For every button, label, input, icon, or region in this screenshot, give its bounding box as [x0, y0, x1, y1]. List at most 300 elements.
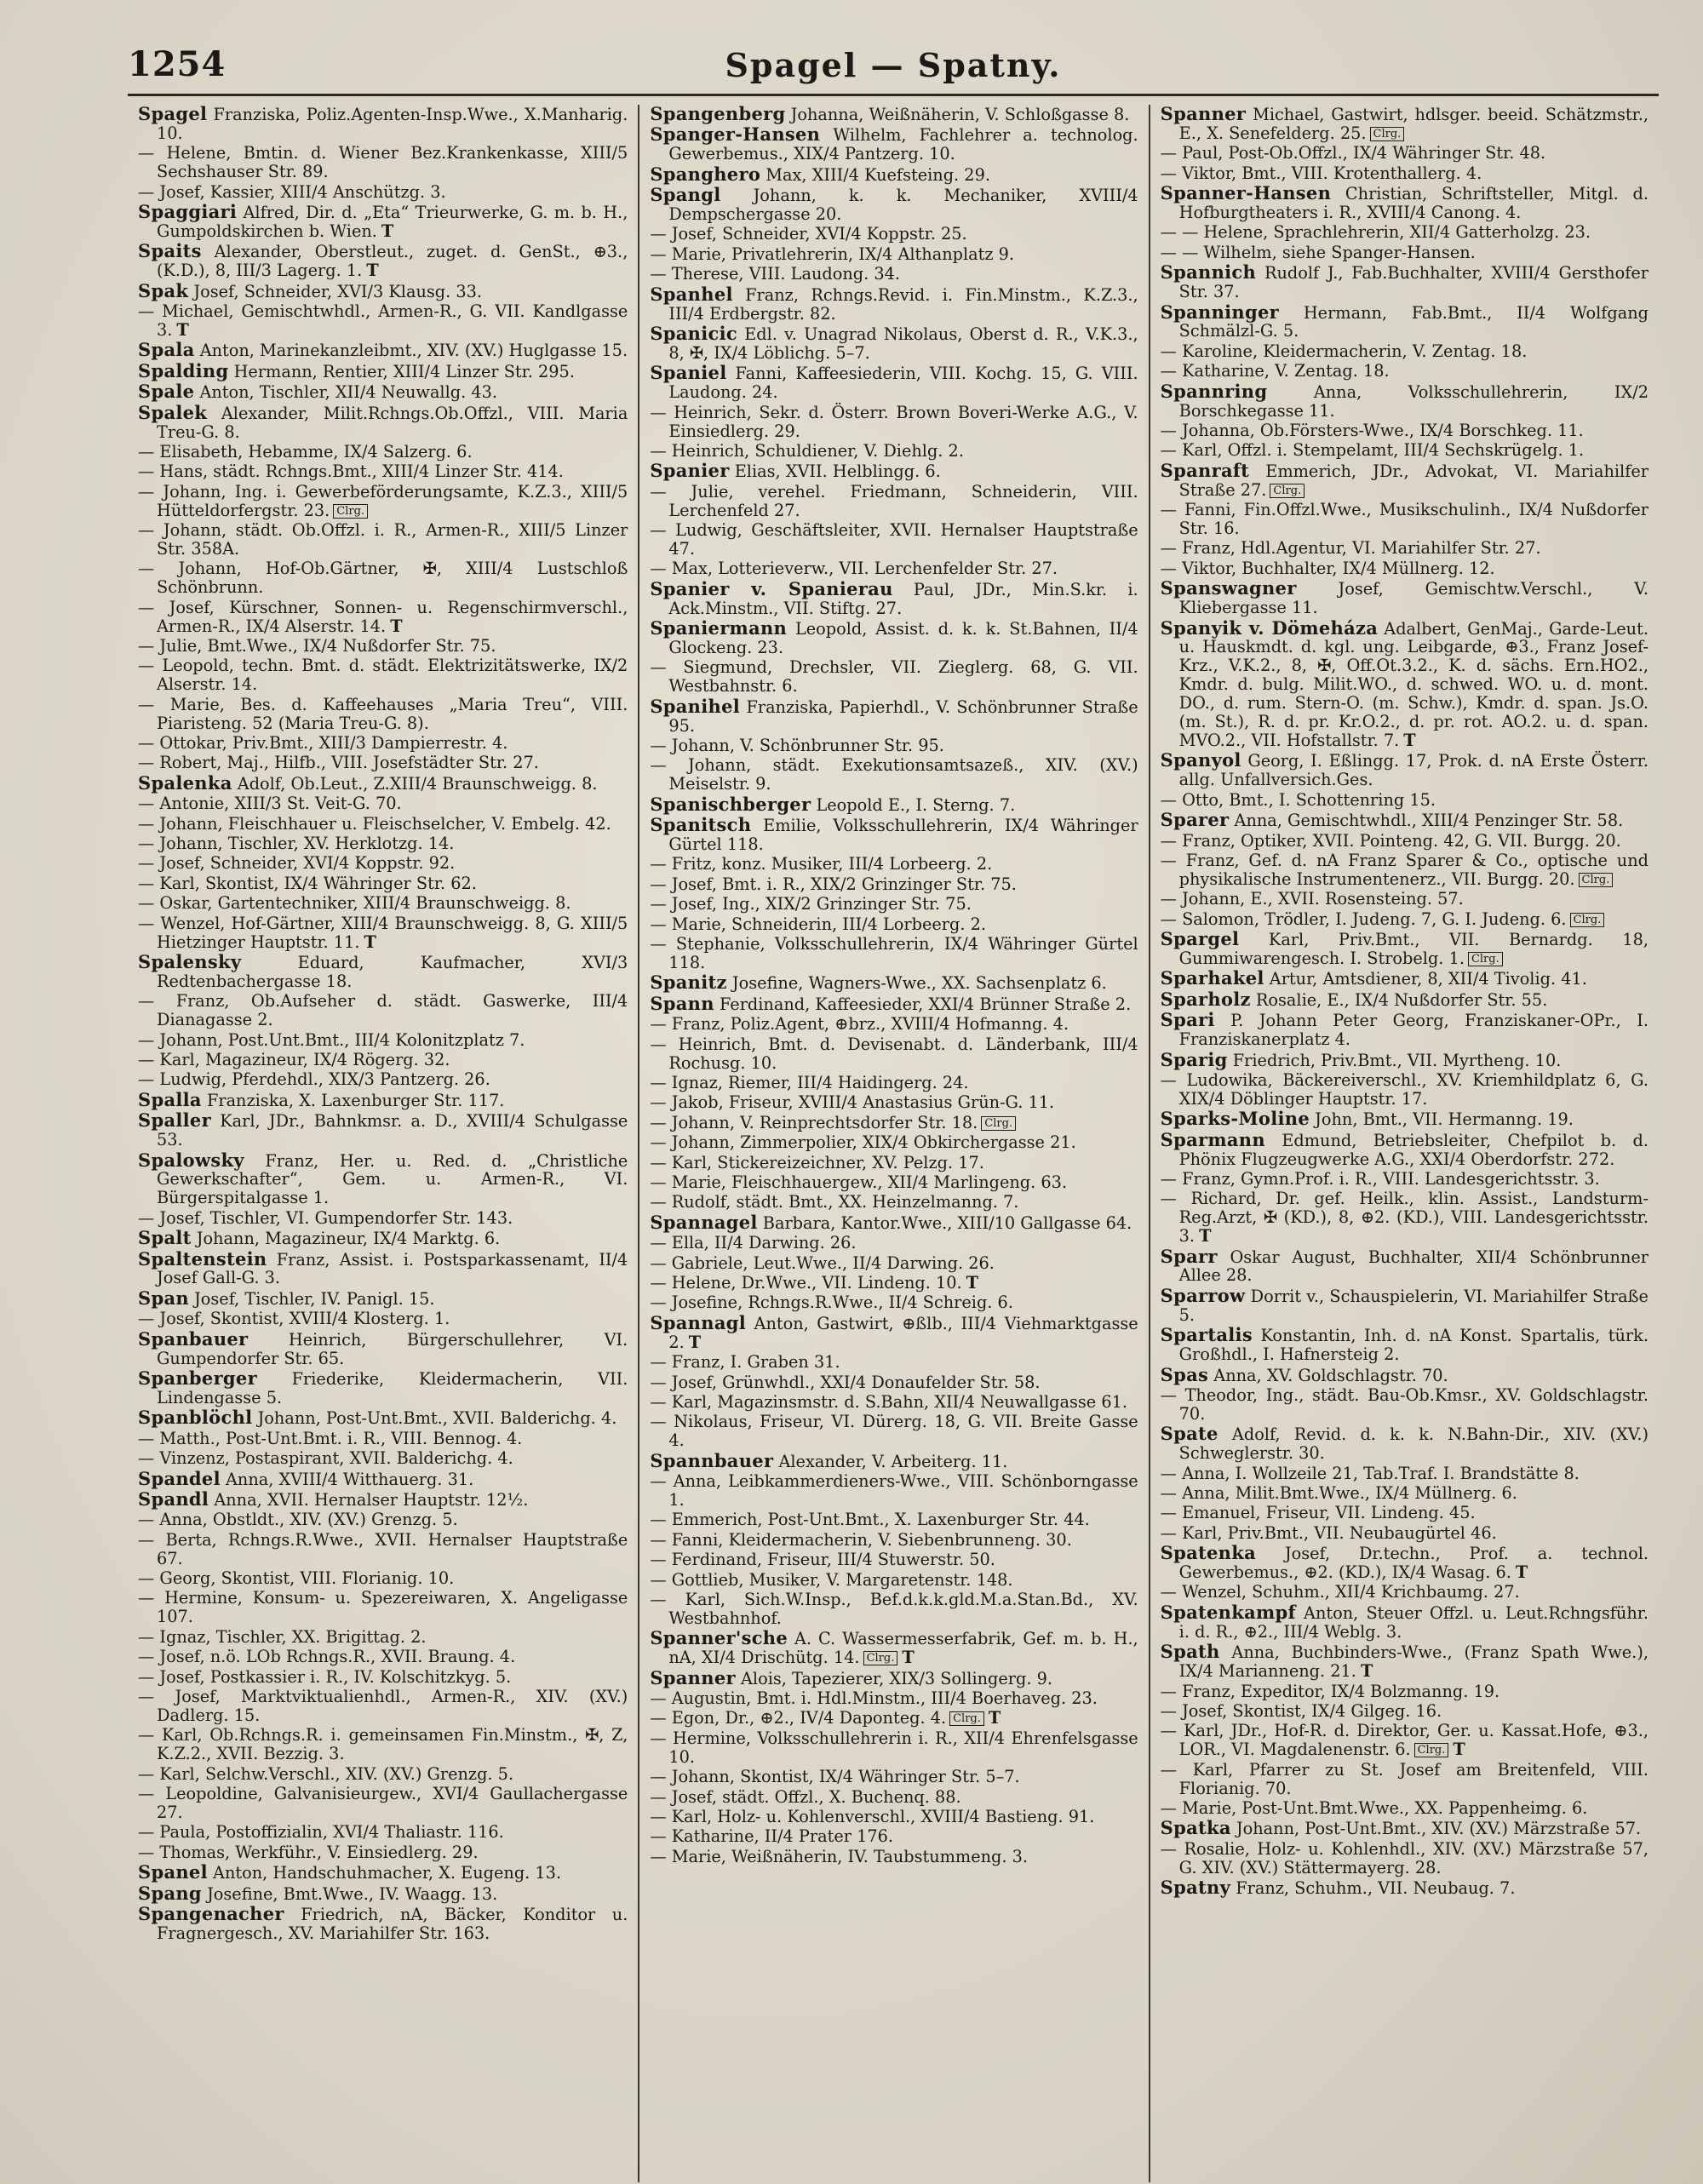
entry-name: Spaggiari — [138, 201, 238, 223]
entry-text: — Anna, I. Wollzeile 21, Tab.Traf. I. Brandstätte 8. — [1160, 1463, 1580, 1483]
directory-entry — [138, 462, 628, 481]
entry-text: — Josef, Skontist, IX/4 Gilgeg. 16. — [1160, 1700, 1442, 1721]
telephone-mark: T — [366, 261, 379, 281]
directory-entry — [650, 795, 1138, 815]
entry-text: — Marie, Schneiderin, III/4 Lorbeerg. 2. — [650, 914, 987, 934]
entry-text: — Gabriele, Leut.Wwe., II/4 Darwing. 26. — [650, 1253, 995, 1273]
entry-text: Johann, Post-Unt.Bmt., XIV. (XV.) Märzstraße 57. — [1236, 1819, 1642, 1839]
entry-text: — Egon, Dr., ⊕2., IV/4 Daponteg. 4. — [650, 1708, 947, 1728]
directory-entry — [650, 935, 1138, 972]
entry-name: Span — [138, 1287, 189, 1309]
directory-entry — [650, 1015, 1138, 1034]
entry-text: — Karl, Sich.W.Insp., Bef.d.k.k.gld.M.a.Stan.Bd., XV. Westbahnhof. — [650, 1589, 1138, 1628]
entry-text: — Anna, Obstldt., XIV. (XV.) Grenzg. 5. — [138, 1510, 458, 1530]
telephone-mark: T — [1453, 1740, 1465, 1760]
directory-entry — [138, 279, 628, 301]
entry-text: — Josef, städt. Offzl., X. Buchenq. 88. — [650, 1786, 961, 1807]
entry-text: — Berta, Rchngs.R.Wwe., XVII. Hernalser Hauptstraße 67. — [138, 1529, 628, 1568]
entry-name: Spanicic — [650, 322, 737, 344]
directory-entry — [1161, 441, 1649, 460]
directory-entry — [138, 794, 628, 813]
directory-entry — [650, 577, 1138, 618]
entry-name: Sparig — [1160, 1048, 1228, 1070]
entry-text: Anna, Volksschullehrerin, IX/2 Borschkegasse 11. — [1178, 381, 1649, 421]
directory-entry — [138, 105, 628, 143]
directory-entry — [1161, 579, 1649, 617]
directory-entry — [650, 1689, 1138, 1708]
page-title: Spagel — Spatny. — [725, 46, 1062, 84]
entry-name: Sparks-Moline — [1160, 1108, 1310, 1130]
directory-entry — [138, 1569, 628, 1588]
entry-text: Paul, JDr., Min.S.kr. i. Ack.Minstm., VII. Stiftg. 27. — [668, 579, 1138, 618]
entry-text: — Karl, Holz- u. Kohlenverschl., XVIII/4 Bastieng. 91. — [650, 1806, 1095, 1826]
directory-entry — [138, 1785, 628, 1822]
entry-name: Spanyol — [1160, 749, 1241, 771]
entry-text: Alexander, V. Arbeiterg. 11. — [778, 1451, 1008, 1471]
entry-name: Spale — [138, 381, 195, 403]
entry-text: — Otto, Bmt., I. Schottenring 15. — [1160, 789, 1436, 810]
telephone-mark: T — [1515, 1562, 1528, 1583]
directory-entry — [650, 737, 1138, 755]
entry-text: Johanna, Weißnäherin, V. Schloßgasse 8. — [790, 105, 1130, 124]
entry-text: Dorrit v., Schauspielerin, VI. Mariahilfer Straße 5. — [1178, 1286, 1649, 1325]
entry-text: — Oskar, Gartentechniker, XIII/4 Braunschweigg. 8. — [138, 893, 571, 914]
entry-name: Spang — [138, 1882, 202, 1904]
directory-entry — [1161, 1504, 1649, 1522]
entry-text: — Franz, Poliz.Agent, ⊕brz., XVIII/4 Hofmanng. 4. — [650, 1014, 1069, 1035]
entry-text: — Josef, Grünwhdl., XXI/4 Donaufelder Str. 58. — [650, 1372, 1041, 1392]
directory-entry — [650, 1234, 1138, 1253]
entry-text: Fanni, Kaffeesiederin, VIII. Kochg. 15, G. VIII. Laudong. 24. — [668, 364, 1138, 403]
directory-entry — [1161, 1071, 1649, 1109]
directory-entry — [650, 442, 1138, 461]
directory-entry — [138, 696, 628, 733]
directory-entry — [650, 1393, 1138, 1412]
entry-text: Georg, I. Eßlingg. 17, Prok. d. nA Erste Österr. allg. Unfallversich.Ges. — [1178, 751, 1649, 790]
directory-entry — [650, 875, 1138, 894]
directory-entry — [138, 302, 628, 340]
entry-text: — Johann, Tischler, XV. Herklotzg. 14. — [138, 834, 455, 854]
entry-text: — Emanuel, Friseur, VII. Lindeng. 45. — [1160, 1503, 1476, 1523]
entry-name: Spatny — [1160, 1877, 1231, 1899]
directory-entry — [1161, 1878, 1649, 1898]
directory-entry — [138, 950, 628, 991]
directory-entry — [1160, 616, 1649, 750]
entry-text: — Johann, Zimmerpolier, XIX/4 Obkirchergasse 21. — [650, 1132, 1076, 1153]
entry-text: Johann, Post-Unt.Bmt., XVII. Balderichg. 4. — [257, 1408, 617, 1429]
directory-entry — [1161, 1386, 1649, 1424]
entry-text: — Johann, Post.Unt.Bmt., III/4 Kolonitzplatz 7. — [138, 1029, 525, 1050]
entry-text: — Johann, Hof-Ob.Gärtner, ✠, XIII/4 Lustschloß Schönbrunn. — [138, 559, 628, 598]
entry-name: Spanner-Hansen — [1160, 182, 1332, 204]
entry-text: Karl, Priv.Bmt., VII. Bernardg. 18, Gummiwarengesch. I. Strobelg. 1. — [1178, 930, 1649, 968]
telephone-mark: T — [390, 616, 403, 636]
telephone-mark: T — [688, 1332, 702, 1352]
telephone-mark: T — [1360, 1661, 1373, 1682]
entry-name: Spaits — [138, 240, 202, 262]
entry-text: — Vinzenz, Postaspirant, XVII. Balderichg. 4. — [138, 1448, 513, 1469]
directory-entry — [1160, 1363, 1649, 1385]
entry-text: Artur, Amtsdiener, 8, XII/4 Tivolig. 41. — [1269, 969, 1587, 989]
directory-entry — [1161, 1011, 1649, 1049]
entry-name: Spandel — [138, 1467, 221, 1489]
directory-entry — [650, 1510, 1138, 1529]
entry-text: — Josef, Schneider, XVI/4 Koppstr. 25. — [650, 224, 967, 244]
entry-text: — Nikolaus, Friseur, VI. Dürerg. 18, G. VII. Breite Gasse 4. — [650, 1412, 1138, 1451]
entry-name: Spanitsch — [650, 814, 752, 836]
entry-text: — Karl, Pfarrer zu St. Josef am Breitenfeld, VIII. Florianig. 70. — [1160, 1759, 1649, 1798]
entry-text: Hermann, Fab.Bmt., II/4 Wolfgang Schmälzl-G. 5. — [1178, 302, 1649, 341]
entry-text: — Ludowika, Bäckereiverschl., XV. Kriemhildplatz 6, G. XIX/4 Döblinger Hauptstr. 17. — [1160, 1069, 1649, 1109]
entry-text: Anna, Buchbinders-Wwe., (Franz Spath Wwe.), IX/4 Marianneng. 21. — [1178, 1642, 1649, 1682]
entry-name: Spanner — [650, 1666, 736, 1688]
directory-entry — [138, 1884, 628, 1904]
directory-entry — [138, 359, 628, 381]
directory-entry — [138, 771, 628, 794]
directory-entry — [138, 1490, 628, 1510]
entry-text: — Karl, Selchw.Verschl., XIV. (XV.) Grenzg. 5. — [138, 1763, 514, 1784]
entry-text: — Hermine, Volksschullehrerin i. R., XII/4 Ehrenfelsgasse 10. — [650, 1728, 1138, 1767]
entry-text: — Gottlieb, Musiker, V. Margaretenstr. 148. — [650, 1569, 1013, 1590]
directory-entry — [138, 1510, 628, 1529]
entry-text: — Josef, Bmt. i. R., XIX/2 Grinzinger Str. 75. — [650, 874, 1017, 894]
entry-text: — Anna, Leibkammerdieners-Wwe., VIII. Schönborngasse 1. — [650, 1471, 1138, 1510]
entry-text: — Johann, Ing. i. Gewerbeförderungsamte, K.Z.3., XIII/5 Hütteldorfergstr. 23. — [138, 481, 628, 520]
entry-text: — Karl, Ob.Rchngs.R. i. gemeinsamen Fin.Minstm., ✠, Z, K.Z.2., XVII. Bezzig. 3. — [138, 1725, 628, 1764]
column-2 — [638, 105, 1148, 2182]
entry-text: Leopold E., I. Sterng. 7. — [816, 794, 1016, 815]
entry-text: Edmund, Betriebsleiter, Chefpilot b. d. Phönix Flugzeugwerke A.G., XXI/4 Oberdorfstr. 272. — [1178, 1130, 1649, 1169]
entry-name: Spanghero — [650, 163, 761, 185]
entry-text: — Heinrich, Schuldiener, V. Diehlg. 2. — [650, 440, 964, 461]
directory-entry — [650, 165, 1138, 185]
directory-entry — [1161, 421, 1649, 440]
entry-name: Spatka — [1160, 1817, 1231, 1839]
entry-text: — Hermine, Konsum- u. Spezereiwaren, X. Angeligasse 107. — [138, 1588, 628, 1627]
entry-text: — Josef, Marktviktualienhdl., Armen-R., XIV. (XV.) Dadlerg. 15. — [138, 1687, 628, 1725]
directory-entry — [650, 483, 1138, 520]
directory-entry — [1160, 1048, 1649, 1070]
telephone-mark: T — [381, 221, 394, 241]
directory-entry — [650, 1709, 1138, 1728]
directory-entry — [650, 1093, 1138, 1112]
directory-entry — [1161, 303, 1649, 341]
entry-text: — — Helene, Sprachlehrerin, XII/4 Gatterholzg. 23. — [1160, 222, 1591, 243]
entry-name: Spalek — [138, 401, 208, 423]
entry-name: Sparer — [1160, 809, 1230, 831]
entry-name: Spanbauer — [138, 1327, 249, 1350]
directory-entry — [1161, 890, 1649, 909]
entry-text: Ferdinand, Kaffeesieder, XXI/4 Brünner Straße 2. — [719, 994, 1132, 1014]
directory-entry — [650, 1293, 1138, 1312]
entry-name: Spannring — [1160, 380, 1268, 402]
directory-entry — [1161, 969, 1649, 989]
entry-text: — Leopold, techn. Bmt. d. städt. Elektrizitätswerke, IX/2 Alserstr. 14. — [138, 656, 628, 695]
entry-text: — Ferdinand, Friseur, III/4 Stuwerstr. 50. — [650, 1550, 995, 1570]
entry-text: — Heinrich, Sekr. d. Österr. Brown Boveri-Werke A.G., V. Einsiedlerg. 29. — [650, 402, 1138, 441]
column-1 — [128, 105, 638, 2182]
entry-name: Spanitz — [650, 972, 727, 994]
clearing-badge: Clrg. — [1370, 127, 1405, 141]
entry-name: Spath — [1160, 1641, 1220, 1663]
entry-name: Spanier v. Spanierau — [650, 577, 893, 599]
entry-text: — Fritz, konz. Musiker, III/4 Lorbeerg. 2. — [650, 854, 993, 874]
entry-text: — Rudolf, städt. Bmt., XX. Heinzelmanng. 7. — [650, 1192, 1019, 1212]
entry-text: — Jakob, Friseur, XVIII/4 Anastasius Grün-G. 11. — [650, 1092, 1055, 1113]
directory-entry — [138, 854, 628, 873]
entry-text: Hermann, Rentier, XIII/4 Linzer Str. 295. — [233, 361, 575, 381]
directory-entry — [650, 1133, 1138, 1152]
directory-entry — [138, 521, 628, 559]
directory-entry — [650, 1808, 1138, 1826]
entry-text: Johann, Magazineur, IX/4 Marktg. 6. — [196, 1229, 501, 1249]
directory-entry — [138, 1031, 628, 1050]
entry-text: Anton, Handschuhmacher, X. Eugeng. 13. — [213, 1863, 562, 1883]
directory-entry — [138, 1070, 628, 1089]
entry-text: — Johann, Skontist, IX/4 Währinger Str. 5–7. — [650, 1767, 1020, 1787]
entry-text: — Wenzel, Hof-Gärtner, XIII/4 Braunschweigg. 8, G. XIII/5 Hietzinger Hauptstr. 11. — [138, 913, 628, 952]
entry-name: Spargel — [1160, 928, 1240, 950]
directory-entry — [1161, 851, 1649, 889]
directory-entry — [650, 225, 1138, 244]
entry-text: — Julie, Bmt.Wwe., IX/4 Nußdorfer Str. 75. — [138, 635, 496, 656]
directory-entry — [1161, 223, 1649, 242]
entry-text: — Ludwig, Pferdehdl., XIX/3 Pantzerg. 26. — [138, 1069, 490, 1090]
directory-entry — [650, 1551, 1138, 1569]
entry-text: Josefine, Bmt.Wwe., IV. Waagg. 13. — [207, 1883, 498, 1904]
entry-text: Alexander, Milit.Rchngs.Ob.Offzl., VIII. Maria Treu-G. 8. — [157, 403, 628, 442]
entry-text: Josef, Schneider, XVI/3 Klausg. 33. — [193, 281, 483, 301]
telephone-mark: T — [176, 319, 189, 340]
entry-text: Anton, Tischler, XII/4 Neuwallg. 43. — [199, 382, 498, 403]
directory-entry — [138, 1111, 628, 1149]
clearing-badge: Clrg. — [949, 1711, 984, 1726]
entry-text: — Helene, Dr.Wwe., VII. Lindeng. 10. — [650, 1272, 962, 1293]
entry-text: — Karl, Priv.Bmt., VII. Neubaugürtel 46. — [1160, 1522, 1497, 1543]
directory-entry — [1161, 910, 1649, 929]
directory-entry — [1161, 990, 1649, 1010]
column-3 — [1149, 105, 1659, 2182]
entry-text: — Marie, Weißnäherin, IV. Taubstummeng. 3. — [650, 1846, 1029, 1866]
directory-entry — [1161, 1247, 1649, 1286]
entry-text: Heinrich, Bürgerschullehrer, VI. Gumpendorfer Str. 65. — [157, 1329, 628, 1368]
entry-text: — Anna, Milit.Bmt.Wwe., IX/4 Müllnerg. 6. — [1160, 1482, 1517, 1503]
directory-entry — [650, 285, 1138, 324]
entry-name: Spanel — [138, 1861, 208, 1883]
directory-entry — [1160, 1128, 1649, 1169]
directory-entry — [650, 1373, 1138, 1392]
directory-entry — [138, 992, 628, 1029]
entry-name: Spatenka — [1160, 1542, 1256, 1564]
directory-entry — [138, 656, 628, 694]
directory-entry — [650, 186, 1138, 224]
entry-text: — Fanni, Fin.Offzl.Wwe., Musikschulinh., IX/4 Nußdorfer Str. 16. — [1160, 500, 1649, 539]
directory-entry — [138, 874, 628, 893]
directory-entry — [138, 754, 628, 772]
directory-entry — [138, 1765, 628, 1784]
entry-text: — Therese, VIII. Laudong. 34. — [650, 264, 900, 284]
entry-text: Konstantin, Inh. d. nA Konst. Spartalis, türk. Großhdl., I. Hafnersteig 2. — [1178, 1326, 1649, 1365]
entry-text: — Paula, Postoffizialin, XVI/4 Thaliastr. 116. — [138, 1822, 504, 1843]
entry-name: Spannagl — [650, 1311, 746, 1333]
entry-name: Spann — [650, 992, 714, 1014]
entry-text: P. Johann Peter Georg, Franziskaner-OPr., I. Franziskanerplatz 4. — [1178, 1011, 1649, 1050]
entry-text: — Marie, Privatlehrerin, IX/4 Althanplatz 9. — [650, 244, 1015, 264]
directory-entry — [1161, 1603, 1649, 1642]
entry-name: Sparrow — [1160, 1284, 1246, 1306]
entry-text: Max, XIII/4 Kuefsteing. 29. — [765, 164, 990, 185]
entry-text: Edl. v. Unagrad Nikolaus, Oberst d. R., V.K.3., 8, ✠, IX/4 Löblichg. 5–7. — [668, 324, 1138, 363]
entry-text: Adalbert, GenMaj., Garde-Leut. u. Hauskmdt. d. kgl. ung. Leibgarde, ⊕3., Franz Josef-Krz., V.K.2., 8, ✠, Off.Ot.3.2., K. d. sächs. Ern.HO2., Kmdr. d. bulg. Milit.WO., d. schwed. WO. u. d. mont. DO., d. rum. Stern-O. (m. Schw.), Kmdr. d. span. Js.O. (m. St.), R. d. pr. Kr.O.2., d. pr. rot. AO.2. u. d. span. MVO.2., VII. Hofstallstr. 7. — [1178, 618, 1649, 750]
entry-name: Spalt — [138, 1227, 192, 1249]
clearing-badge: Clrg. — [1414, 1743, 1449, 1757]
entry-name: Sparr — [1160, 1245, 1218, 1267]
entry-name: Spanner'sche — [650, 1627, 788, 1649]
entry-text: — Thomas, Werkführ., V. Einsiedlerg. 29. — [138, 1842, 479, 1862]
directory-entry — [1161, 1524, 1649, 1543]
entry-text: — Fanni, Kleidermacherin, V. Siebenbrunneng. 30. — [650, 1529, 1072, 1550]
entry-name: Spanberger — [138, 1367, 257, 1389]
entry-text: — Siegmund, Drechsler, VII. Zieglerg. 68, G. VII. Westbahnstr. 6. — [650, 657, 1138, 696]
entry-text: — Josef, Kürschner, Sonnen- u. Regenschirmverschl., Armen-R., IX/4 Alserstr. 14. — [138, 597, 628, 636]
entry-text: — Karoline, Kleidermacherin, V. Zentag. 18. — [1160, 341, 1528, 361]
entry-text: — Marie, Post-Unt.Bmt.Wwe., XX. Pappenheimg. 6. — [1160, 1797, 1588, 1818]
directory-entry — [138, 1247, 628, 1288]
entry-text: — Augustin, Bmt. i. Hdl.Minstm., III/4 Boerhaveg. 23. — [650, 1688, 1098, 1708]
entry-text: Josef, Dr.techn., Prof. a. technol. Gewerbemus., ⊕2. (KD.), IX/4 Wasag. 6. — [1178, 1544, 1649, 1583]
entry-text: — Hans, städt. Rchngs.Bmt., XIII/4 Linzer Str. 414. — [138, 461, 564, 482]
entry-text: John, Bmt., VII. Hermanng. 19. — [1315, 1109, 1574, 1130]
entry-text: — Ignaz, Riemer, III/4 Haidingerg. 24. — [650, 1072, 969, 1092]
telephone-mark: T — [988, 1708, 1001, 1728]
directory-entry — [650, 992, 1138, 1014]
directory-entry — [650, 895, 1138, 914]
directory-entry — [138, 734, 628, 753]
entry-text: — Franz, Optiker, XVII. Pointeng. 42, G. VII. Burgg. 20. — [1160, 830, 1621, 851]
entry-text: — Josef, Tischler, VI. Gumpendorfer Str. 143. — [138, 1207, 513, 1228]
entry-text: Josef, Tischler, IV. Panigl. 15. — [194, 1288, 435, 1309]
entry-text: — Max, Lotterieverw., VII. Lerchenfelder Str. 27. — [650, 559, 1058, 579]
entry-text: Anton, Steuer Offzl. u. Leut.Rchngsführ. i. d. R., ⊕2., III/4 Weblg. 3. — [1178, 1602, 1649, 1642]
directory-entry — [138, 834, 628, 853]
directory-entry — [138, 1229, 628, 1248]
entry-name: Spala — [138, 339, 195, 361]
entry-name: Spak — [138, 279, 189, 301]
directory-entry — [1161, 461, 1649, 500]
entry-name: Spannich — [1160, 261, 1257, 284]
directory-entry — [650, 461, 1138, 481]
entry-name: Spate — [1160, 1423, 1218, 1445]
entry-text: — Johann, E., XVII. Rosensteing. 57. — [1160, 889, 1464, 909]
directory-entry — [650, 364, 1138, 402]
clearing-badge: Clrg. — [981, 1116, 1016, 1131]
directory-entry — [138, 242, 628, 280]
entry-text: Johann, k. k. Mechaniker, XVIII/4 Dempschergasse 20. — [668, 186, 1138, 225]
directory-entry — [1161, 751, 1649, 789]
entry-name: Spari — [1160, 1009, 1215, 1031]
entry-name: Spanblöchl — [138, 1407, 253, 1429]
entry-text: Alfred, Dir. d. „Eta“ Trieurwerke, G. m. b. H., Gumpoldskirchen b. Wien. — [157, 203, 628, 241]
directory-entry — [138, 1209, 628, 1228]
telephone-mark: T — [902, 1648, 915, 1668]
entry-text: — Julie, verehel. Friedmann, Schneiderin, VIII. Lerchenfeld 27. — [650, 481, 1138, 520]
entry-text: Franz, Assist. i. Postsparkassenamt, II/4 Josef Gall-G. 3. — [157, 1249, 628, 1288]
directory-entry — [1161, 164, 1649, 183]
directory-entry — [650, 1213, 1138, 1233]
directory-entry — [1161, 539, 1649, 558]
entry-text: Anna, XVIII/4 Witthauerg. 31. — [226, 1469, 474, 1489]
entry-text: Emmerich, JDr., Advokat, VI. Mariahilfer Straße 27. — [1178, 461, 1649, 500]
entry-text: Leopold, Assist. d. k. k. St.Bahnen, II/4 Glockeng. 23. — [668, 619, 1138, 657]
entry-text: — Karl, JDr., Hof-R. d. Direktor, Ger. u. Kassat.Hofe, ⊕3., LOR., VI. Magdalenenstr. 6. — [1160, 1721, 1649, 1760]
directory-entry — [138, 1531, 628, 1568]
entry-text: — Matth., Post-Unt.Bmt. i. R., VIII. Bennog. 4. — [138, 1428, 523, 1448]
directory-entry — [650, 1274, 1138, 1293]
entry-text: Wilhelm, Fachlehrer a. technolog. Gewerbemus., XIX/4 Pantzerg. 10. — [668, 125, 1138, 164]
directory-entry — [1161, 1799, 1649, 1818]
directory-entry — [1161, 263, 1649, 301]
clearing-badge: Clrg. — [1270, 484, 1304, 498]
entry-name: Spanyik v. Dömeháza — [1160, 616, 1379, 639]
directory-entry — [1161, 1819, 1649, 1838]
entry-text: — Josef, Schneider, XVI/4 Koppstr. 92. — [138, 853, 456, 874]
directory-entry — [650, 1788, 1138, 1807]
directory-entry — [650, 1114, 1138, 1132]
directory-entry — [138, 1369, 628, 1407]
page-number: 1254 — [128, 44, 226, 84]
directory-entry — [1161, 1189, 1649, 1246]
entry-name: Spaltenstein — [138, 1247, 267, 1270]
entry-text: — Karl, Magazineur, IX/4 Rögerg. 32. — [138, 1050, 450, 1069]
entry-name: Spalding — [138, 359, 229, 381]
entry-text: — Ella, II/4 Darwing. 26. — [650, 1233, 857, 1253]
directory-entry — [650, 1311, 1138, 1352]
clearing-badge: Clrg. — [1468, 952, 1503, 966]
entry-text: — Katharine, V. Zentag. 18. — [1160, 361, 1390, 381]
directory-entry — [650, 1449, 1138, 1471]
entry-name: Spanninger — [1160, 301, 1280, 323]
directory-entry — [1161, 1424, 1649, 1463]
directory-entry — [138, 914, 628, 952]
entry-text: Anna, Gemischtwhdl., XIII/4 Penzinger Str. 58. — [1234, 811, 1624, 831]
entry-text: — Georg, Skontist, VIII. Florianig. 10. — [138, 1568, 455, 1589]
entry-text: — Ottokar, Priv.Bmt., XIII/3 Dampierrestr. 4. — [138, 733, 508, 753]
entry-name: Spaller — [138, 1109, 211, 1132]
directory-entry — [138, 1088, 628, 1110]
entry-name: Spanraft — [1160, 459, 1250, 481]
directory-entry — [650, 521, 1138, 559]
entry-text: — Stephanie, Volksschullehrerin, IX/4 Währinger Gürtel 118. — [650, 934, 1138, 972]
clearing-badge: Clrg. — [333, 504, 368, 519]
entry-text: Anton, Marinekanzleibmt., XIV. (XV.) Huglgasse 15. — [199, 341, 628, 361]
entry-name: Spanger-Hansen — [650, 123, 821, 146]
entry-text: Franz, Rchngs.Revid. i. Fin.Minstm., K.Z.3., III/4 Erdbergstr. 82. — [668, 284, 1138, 324]
entry-text: — Emmerich, Post-Unt.Bmt., X. Laxenburger Str. 44. — [650, 1510, 1090, 1530]
directory-entry — [650, 915, 1138, 934]
entry-text: — Antonie, XIII/3 St. Veit-G. 70. — [138, 794, 402, 814]
directory-entry — [1161, 362, 1649, 381]
directory-entry — [1161, 105, 1649, 143]
telephone-mark: T — [1403, 731, 1416, 750]
entry-text: — Franz, I. Graben 31. — [650, 1352, 840, 1373]
entry-name: Spalenka — [138, 771, 232, 794]
entry-name: Spagel — [138, 105, 208, 124]
entry-name: Spalensky — [138, 950, 242, 972]
entry-text: — Josef, Skontist, XVIII/4 Klosterg. 1. — [138, 1309, 450, 1329]
directory-entry — [1161, 1583, 1649, 1602]
directory-entry — [138, 1327, 628, 1368]
entry-text: Rudolf J., Fab.Buchhalter, XVIII/4 Gersthofer Str. 37. — [1178, 263, 1649, 302]
